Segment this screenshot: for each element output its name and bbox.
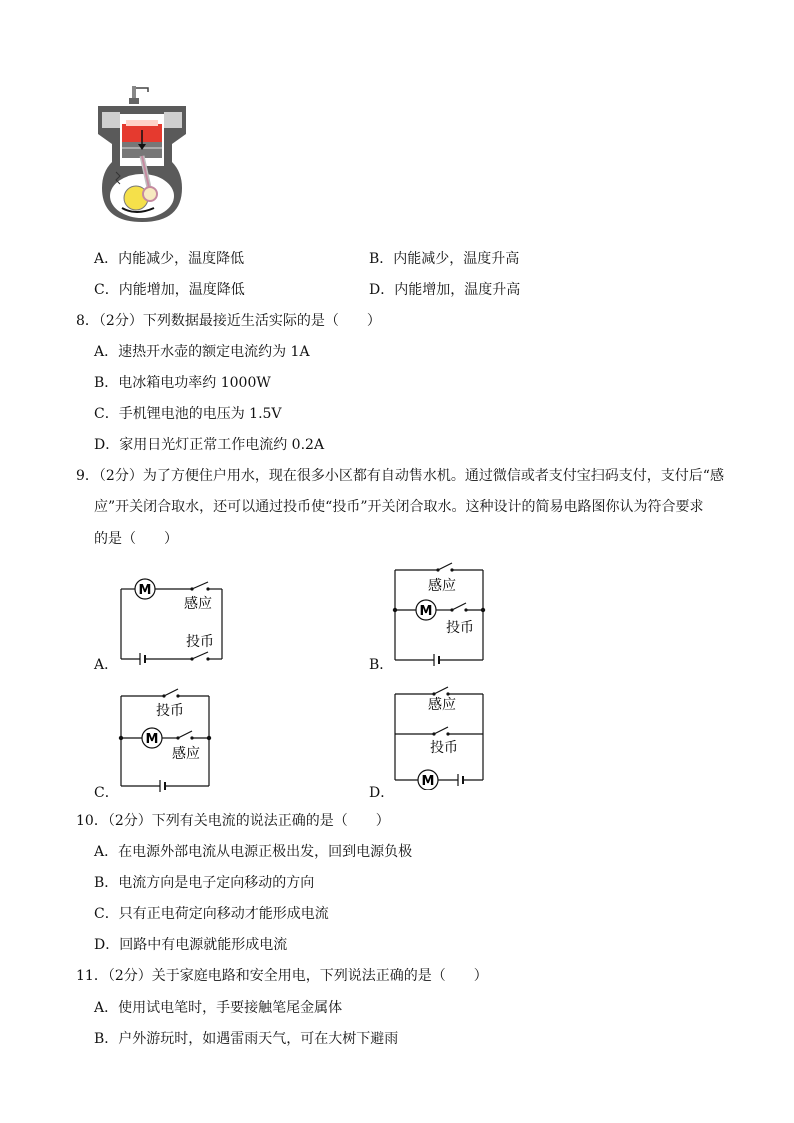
motor-label: M [145,732,159,747]
q9-label-b: B． [369,657,394,673]
switch-label-sense: 感应 [184,596,212,612]
engine-cylinder-illustration [92,84,192,226]
motor-label: M [421,774,435,789]
circuit-diagram-d [388,684,492,790]
q10-option-c: C．只有正电荷定向移动才能形成电流 [94,906,329,922]
q9-stem-line1: 9．（2分）为了方便住户用水，现在很多小区都有自动售水机。通过微信或者支付宝扫码支付，支付后“感 [76,468,724,484]
circuit-diagram-b [388,562,492,668]
circuit-diagram-a [112,574,230,668]
q9-label-c: C． [94,785,119,801]
q9-label-a: A． [94,657,119,673]
switch-label-sense: 感应 [172,746,200,762]
motor-label: M [138,583,152,598]
switch-label-sense: 感应 [428,697,456,713]
q11-option-a: A．使用试电笔时，手要接触笔尾金属体 [94,1000,343,1016]
switch-label-sense: 感应 [428,578,456,594]
switch-label-coin: 投币 [446,620,474,636]
switch-label-coin: 投币 [186,634,214,650]
q8-option-c: C．手机锂电池的电压为 1.5V [94,406,282,422]
q10-option-a: A．在电源外部电流从电源正极出发，回到电源负极 [94,844,413,860]
q8-option-b: B．电冰箱电功率约 1000W [94,375,271,391]
q10-option-b: B．电流方向是电子定向移动的方向 [94,875,315,891]
q7-option-d: D．内能增加，温度升高 [369,282,521,298]
q8-option-a: A．速热开水壶的额定电流约为 1A [94,344,310,360]
switch-label-coin: 投币 [156,703,184,719]
q10-stem: 10．（2分）下列有关电流的说法正确的是（ ） [76,813,390,829]
q7-option-c: C．内能增加，温度降低 [94,282,245,298]
switch-label-coin: 投币 [430,740,458,756]
q7-option-b: B．内能减少，温度升高 [369,251,520,267]
q9-label-d: D． [369,785,395,801]
q9-stem-line3: 的是（ ） [94,531,178,547]
q11-option-b: B．户外游玩时，如遇雷雨天气，可在大树下避雨 [94,1031,399,1047]
q9-stem-line2: 应”开关闭合取水，还可以通过投币使“投币”开关闭合取水。这种设计的简易电路图你认为符合要求 [94,499,704,515]
circuit-diagram-c [114,688,218,794]
q10-option-d: D．回路中有电源就能形成电流 [94,937,288,953]
q7-option-a: A．内能减少，温度降低 [94,251,245,267]
q8-option-d: D．家用日光灯正常工作电流约 0.2A [94,437,325,453]
q11-stem: 11．（2分）关于家庭电路和安全用电，下列说法正确的是（ ） [76,968,488,984]
q8-stem: 8．（2分）下列数据最接近生活实际的是（ ） [76,313,381,329]
motor-label: M [419,604,433,619]
